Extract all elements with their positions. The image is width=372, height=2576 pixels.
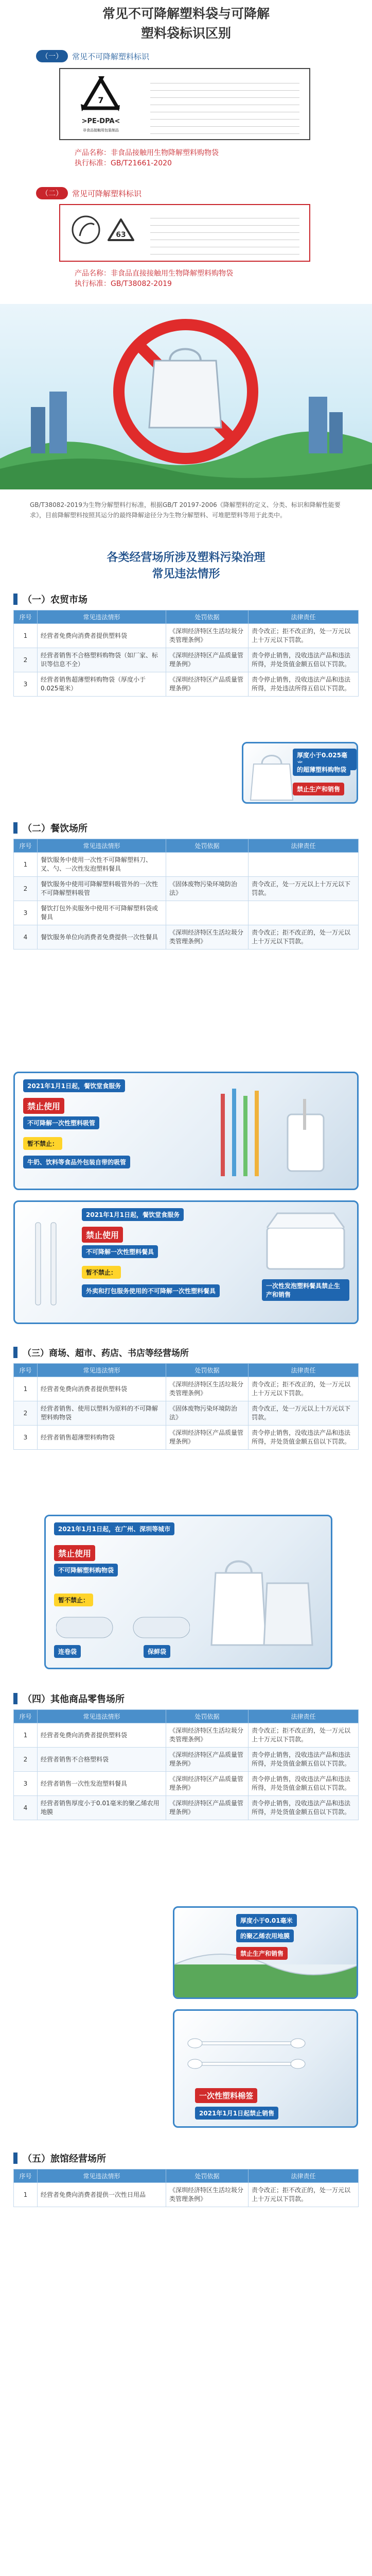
banner-6 [173,2009,358,2128]
cell-case: 经营者销售不合格塑料袋 [38,1748,166,1772]
recycle-code: >PE-DPA< [81,117,120,125]
main-title-line-2: 常见违法情形 [152,567,220,581]
cell-seq: 3 [14,901,38,925]
section2-num: （二） [36,187,68,199]
cell-basis [166,853,249,877]
banner-4 [44,1515,332,1669]
info-line [150,233,299,240]
cell-seq: 1 [14,624,38,648]
table-row [14,1772,359,1796]
col-seq: 序号 [14,1364,38,1377]
banner2-date: 2021年1月1日起，餐饮堂食服务 [23,1079,125,1092]
cell-seq: 4 [14,1796,38,1820]
banner4-date: 2021年1月1日起，在广州、深圳等城市 [54,1522,174,1535]
cell-case: 餐饮服务单位向消费者免费提供一次性餐具 [38,925,166,950]
cell-case: 经营者销售、使用以塑料为原料的不可降解塑料购物袋 [38,1401,166,1426]
rolls-icon [56,1612,190,1643]
category-bar [13,1693,17,1704]
banner-2 [13,1072,359,1190]
col-liability: 法律责任 [249,839,359,853]
table-row [14,624,359,648]
banner-1 [242,742,358,804]
table-1 [13,610,359,697]
page-title [0,4,372,43]
info-line [150,120,299,127]
section2-heading [36,187,141,200]
cell-seq: 2 [14,648,38,672]
banner5-line2: 的聚乙烯农用地膜 [236,1929,294,1942]
category-name: 其他商品零售场所 [50,1694,125,1705]
col-seq: 序号 [14,2170,38,2183]
banner5-line1: 厚度小于0.01毫米 [236,1914,297,1927]
category-num: （三） [23,1348,49,1359]
cell-liability: 责令改正；拒不改正的，处一万元以上十万元以下罚款。 [249,2183,359,2207]
cell-basis: 《深圳经济特区生活垃圾分类管理条例》 [166,2183,249,2207]
col-seq: 序号 [14,1710,38,1723]
cell-liability: 责令停止销售，没收违法产品和违法所得，并处货值金额五倍以下罚款。 [249,1772,359,1796]
cell-seq: 4 [14,925,38,950]
recycle-triangle-icon [67,74,134,117]
cell-liability [249,901,359,925]
category-num: （四） [23,1694,50,1705]
banner-5 [173,1906,358,1999]
section1-heading [36,49,149,63]
col-case: 常见违法情形 [38,2170,166,2183]
col-seq: 序号 [14,611,38,624]
cutlery-icon [25,1217,77,1310]
cell-basis: 《深圳经济特区生活垃圾分类管理条例》 [166,1723,249,1748]
category-3-heading [13,1346,189,1359]
cell-liability: 责令改正，处一万元以上十万元以下罚款。 [249,1401,359,1426]
category-bar [13,594,17,605]
cell-basis: 《深圳经济特区产品质量管理条例》 [166,672,249,697]
cell-case: 餐饮服务中使用可降解塑料吸管外的一次性不可降解塑料吸管 [38,877,166,901]
banner3-not-ban: 暂不禁止： [82,1266,121,1279]
category-num: （一） [23,595,50,605]
category-2-heading [13,821,87,835]
col-case: 常见违法情形 [38,611,166,624]
cell-case: 经营者免费向消费者提供塑料袋 [38,1723,166,1748]
cell-seq: 2 [14,1748,38,1772]
table-row [14,1748,359,1772]
cell-case: 餐饮打包外卖服务中使用不可降解塑料袋或餐具 [38,901,166,925]
main-title [0,549,372,582]
info-line [150,83,299,91]
no-plastic-scene-icon [0,304,372,489]
recycle-sub: 非食品接触用包装制品 [83,128,119,132]
info-line [150,226,299,233]
col-liability: 法律责任 [249,2170,359,2183]
cell-case: 经营者销售超薄塑料购物袋（厚度小于0.025毫米） [38,672,166,697]
cell-seq: 1 [14,2183,38,2207]
banner1-line3: 禁止生产和销售 [293,783,344,795]
banner3-ban: 禁止使用 [82,1227,123,1243]
straws-icon [200,1083,349,1181]
shopping-bags-icon [200,1542,324,1655]
info-line [150,247,299,255]
banner2-not-ban: 暂不禁止： [23,1137,62,1150]
table-row [14,925,359,950]
table-5 [13,2169,359,2207]
compost-symbols-icon [67,212,145,255]
cell-liability: 责令停止销售，没收违法产品和违法所得，并处货值金额五倍以下罚款。 [249,1796,359,1820]
cell-seq: 1 [14,1723,38,1748]
info-line [150,211,299,218]
cell-basis: 《深圳经济特区生活垃圾分类管理条例》 [166,925,249,950]
category-name: 餐饮场所 [50,823,87,834]
cell-basis: 《深圳经济特区产品质量管理条例》 [166,1426,249,1450]
cell-seq: 3 [14,1426,38,1450]
col-basis: 处罚依据 [166,839,249,853]
category-bar [13,1347,17,1358]
cell-seq: 1 [14,1377,38,1401]
banner6-side2: 2021年1月1日起禁止销售 [195,2107,278,2120]
title-line-2: 塑料袋标识区别 [140,26,231,41]
banner3-ban-items: 不可降解一次性塑料餐具 [82,1245,158,1258]
banner6-side: 一次性塑料棉签 [195,2088,257,2103]
banner4-ban: 禁止使用 [54,1545,95,1561]
section1-label: 常见不可降解塑料标识 [72,52,150,61]
col-basis: 处罚依据 [166,1364,249,1377]
svg-text:7: 7 [98,95,104,105]
info-line [150,91,299,98]
cell-liability: 责令停止销售，没收违法产品和违法所得，并处货值金额五倍以下罚款。 [249,648,359,672]
banner-3 [13,1200,359,1324]
table-row [14,853,359,877]
category-1-heading [13,592,87,606]
banner2-ban: 禁止使用 [23,1098,64,1114]
table-row [14,648,359,672]
table-row [14,1426,359,1450]
section1-standard: 执行标准：GB/T21661-2020 [75,159,172,167]
cell-case: 经营者销售不合格塑料购物袋（如厂家、标识等信息不全） [38,648,166,672]
cell-liability [249,853,359,877]
col-basis: 处罚依据 [166,611,249,624]
table-row [14,672,359,697]
banner4-right: 保鲜袋 [144,1645,170,1658]
cell-case: 经营者免费向消费者提供塑料袋 [38,1377,166,1401]
degradable-label-sample [59,204,310,262]
info-line [150,240,299,247]
table-row [14,1723,359,1748]
title-line-1: 常见不可降解塑料袋与可降解 [102,6,270,21]
table-row [14,877,359,901]
section1-product: 产品名称：非食品接触用生物降解塑料购物袋 [75,149,219,157]
banner2-ban-items: 不可降解一次性塑料吸管 [23,1116,99,1129]
label-info-lines-2 [150,211,299,255]
category-5-heading [13,2151,106,2165]
foam-box-icon [257,1207,355,1274]
no-plastic-illustration [0,304,372,489]
non-degradable-label-sample [59,68,310,140]
info-line [150,98,299,105]
info-line [150,218,299,226]
info-line [150,112,299,120]
cell-liability: 责令停止销售，没收违法产品和违法所得，并处货值金额五倍以下罚款。 [249,1426,359,1450]
cell-basis: 《固体废物污染环境防治法》 [166,877,249,901]
category-name: 旅馆经营场所 [50,2154,106,2164]
category-num: （五） [23,2154,50,2164]
cell-basis: 《深圳经济特区产品质量管理条例》 [166,648,249,672]
label-info-lines [150,76,299,134]
table-row [14,2183,359,2207]
col-case: 常见违法情形 [38,1364,166,1377]
cell-seq: 3 [14,1772,38,1796]
main-title-line-1: 各类经营场所涉及塑料污染治理 [107,551,265,564]
banner3-side: 一次性发泡塑料餐具禁止生产和销售 [262,1279,349,1301]
banner2-not-items: 牛奶、饮料等食品外包装自带的吸管 [23,1156,130,1168]
category-4-heading [13,1692,125,1705]
section2-product: 产品名称：非食品直接接触用生物降解塑料购物袋 [75,269,233,278]
col-case: 常见违法情形 [38,839,166,853]
cell-liability: 责令改正；拒不改正的，处一万元以上十万元以下罚款。 [249,1377,359,1401]
cell-seq: 1 [14,853,38,877]
cell-case: 经营者销售厚度小于0.01毫米的聚乙烯农用地膜 [38,1796,166,1820]
category-name: 农贸市场 [50,595,87,605]
intro-paragraph: GB/T38082-2019为生物分解塑料行标准，根据GB/T 20197-2006《降解塑料的定义、分类、标识和降解性能要求》，目前降解塑料按照其运分的最终降解途径分为生物分解塑料、可堆肥塑料等用于此类中。 [30,501,341,519]
col-seq: 序号 [14,839,38,853]
col-basis: 处罚依据 [166,1710,249,1723]
section2-label: 常见可降解塑料标识 [72,189,142,198]
cell-case: 餐饮服务中使用一次性不可降解塑料刀、叉、勺、一次性发泡塑料餐具 [38,853,166,877]
cell-basis: 《深圳经济特区生活垃圾分类管理条例》 [166,624,249,648]
cell-basis [166,901,249,925]
cell-seq: 2 [14,1401,38,1426]
banner1-line2: 的超薄塑料购物袋 [293,763,350,776]
info-line [150,127,299,134]
cell-basis: 《深圳经济特区产品质量管理条例》 [166,1772,249,1796]
cell-liability: 责令停止销售，没收违法产品和违法所得，并处货值金额五倍以下罚款。 [249,1748,359,1772]
table-3 [13,1363,359,1450]
table-row [14,1796,359,1820]
col-liability: 法律责任 [249,611,359,624]
cell-case: 经营者免费向消费者提供塑料袋 [38,624,166,648]
info-line [150,105,299,112]
table-row [14,1401,359,1426]
banner4-left: 连卷袋 [54,1645,81,1658]
category-num: （二） [23,823,50,834]
col-case: 常见违法情形 [38,1710,166,1723]
recycle-symbol [67,74,134,136]
cell-basis: 《深圳经济特区产品质量管理条例》 [166,1796,249,1820]
cell-basis: 《深圳经济特区产品质量管理条例》 [166,1748,249,1772]
banner4-not-ban: 暂不禁止： [54,1594,93,1606]
table-row [14,1377,359,1401]
svg-text:63: 63 [116,231,126,239]
col-liability: 法律责任 [249,1710,359,1723]
cell-liability: 责令改正；拒不改正的，处一万元以上十万元以下罚款。 [249,925,359,950]
cell-case: 经营者销售超薄塑料购物袋 [38,1426,166,1450]
banner4-ban-items: 不可降解塑料购物袋 [54,1564,118,1577]
category-name: 商场、超市、药店、书店等经营场所 [49,1348,189,1359]
banner3-not-items: 外卖和打包服务使用的不可降解一次性塑料餐具 [82,1284,220,1297]
cell-seq: 2 [14,877,38,901]
table-row [14,901,359,925]
category-bar [13,2153,17,2164]
section1-num: （一） [36,50,68,62]
category-bar [13,822,17,834]
table-4 [13,1709,359,1820]
cell-liability: 责令停止销售，没收违法产品和违法所得，并处违法所得五倍以下罚款。 [249,672,359,697]
banner3-date: 2021年1月1日起，餐饮堂食服务 [82,1208,184,1221]
cell-seq: 3 [14,672,38,697]
cell-basis: 《固体废物污染环境防治法》 [166,1401,249,1426]
cell-case: 经营者销售一次性发泡塑料餐具 [38,1772,166,1796]
banner1-line1: 厚度小于0.025毫 [293,749,357,770]
section2-standard: 执行标准：GB/T38082-2019 [75,280,172,288]
cell-liability: 责令改正；拒不改正的，处一万元以上十万元以下罚款。 [249,1723,359,1748]
cell-basis: 《深圳经济特区生活垃圾分类管理条例》 [166,1377,249,1401]
banner5-line3: 禁止生产和销售 [236,1947,288,1960]
info-line [150,76,299,83]
col-basis: 处罚依据 [166,2170,249,2183]
table-2 [13,839,359,950]
cell-liability: 责令改正，处一万元以上十万元以下罚款。 [249,877,359,901]
cell-liability: 责令改正；拒不改正的，处一万元以上十万元以下罚款。 [249,624,359,648]
col-liability: 法律责任 [249,1364,359,1377]
cell-case: 经营者免费向消费者提供一次性日用品 [38,2183,166,2207]
